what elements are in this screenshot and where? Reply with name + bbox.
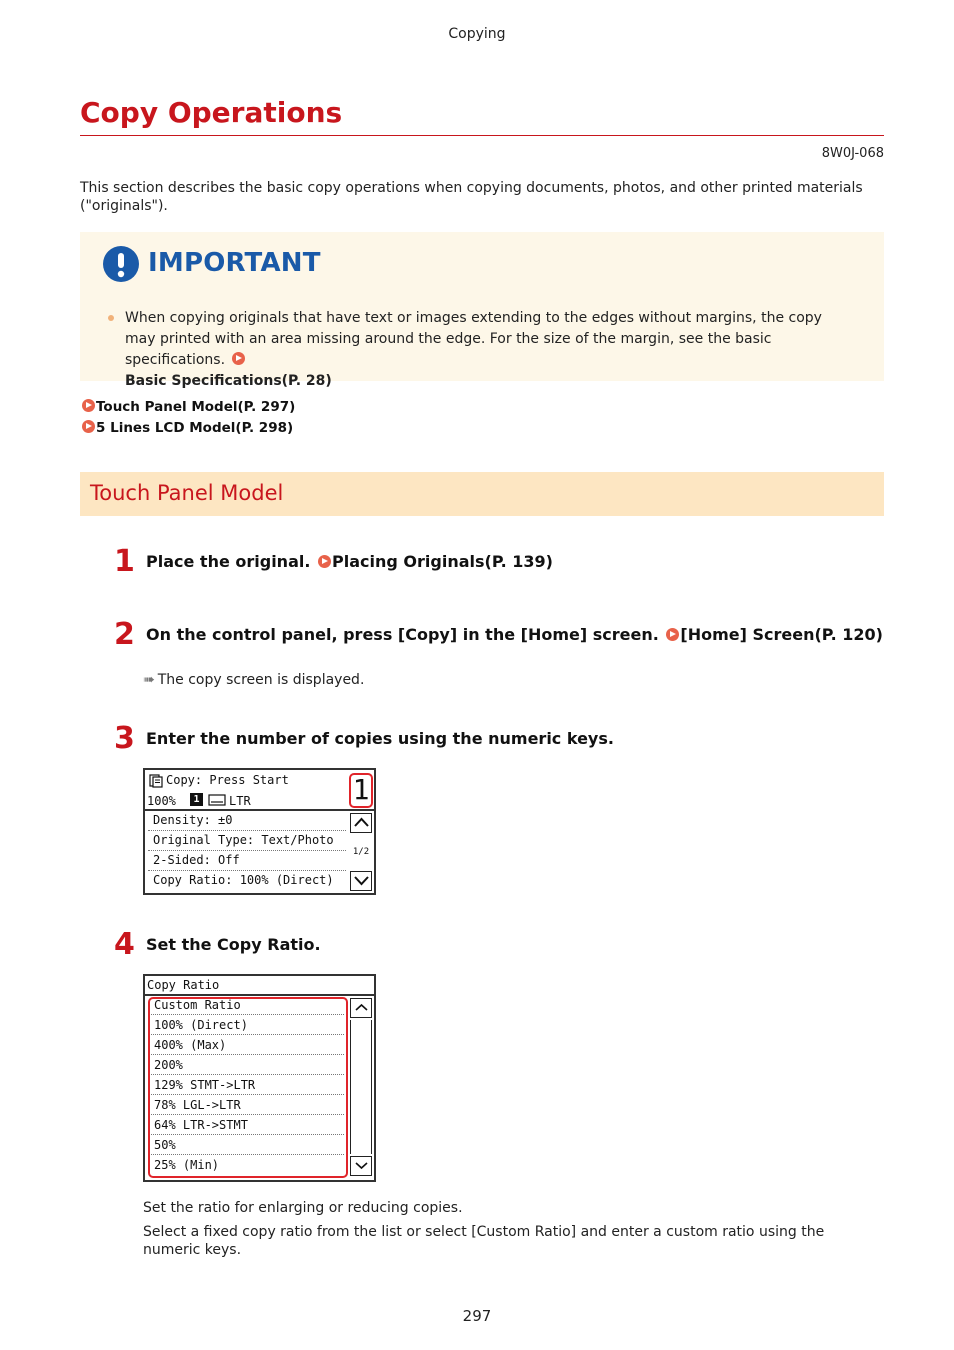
lcd-divider — [151, 1014, 344, 1015]
link-arrow-icon — [318, 555, 331, 568]
step-number: 4 — [114, 927, 135, 962]
paper-size-label: LTR — [229, 794, 251, 808]
important-body: When copying originals that have text or images extending to the edges without margins, the copy may printed with an area missing around the edge. For the size of the margin, see the basic specifications. — [125, 310, 822, 368]
link-arrow-icon — [232, 352, 245, 365]
ratio-option[interactable]: 50% — [154, 1138, 176, 1152]
scroll-down-button[interactable] — [350, 871, 372, 891]
ratio-option[interactable]: 400% (Max) — [154, 1038, 227, 1052]
home-screen-link[interactable]: [Home] Screen(P. 120) — [680, 625, 883, 644]
lcd-divider — [151, 1054, 344, 1055]
scroll-up-button[interactable] — [350, 813, 372, 833]
ratio-option[interactable]: 200% — [154, 1058, 183, 1072]
copy-screen-lcd — [143, 768, 376, 895]
step-number: 3 — [114, 721, 135, 756]
step-instruction: On the control panel, press [Copy] in the [Home] screen. — [146, 625, 659, 644]
lcd-title: Copy Ratio — [147, 978, 220, 992]
step-4-text: Set the Copy Ratio. — [146, 935, 321, 954]
ratio-option[interactable]: 129% STMT->LTR — [154, 1078, 256, 1092]
exclamation-icon — [103, 246, 139, 282]
page-title: Copy Operations — [80, 96, 343, 129]
ratio-option[interactable]: 25% (Min) — [154, 1158, 220, 1172]
lcd-divider — [151, 1154, 344, 1155]
page-number: 297 — [462, 1307, 492, 1325]
scroll-down-button[interactable] — [350, 1156, 372, 1176]
page-indicator: 1/2 — [352, 847, 370, 857]
scroll-up-button[interactable] — [350, 998, 372, 1018]
lcd-divider — [151, 1034, 344, 1035]
lcd-divider — [151, 1134, 344, 1135]
lcd-divider — [151, 1074, 344, 1075]
ratio-option[interactable]: 64% LTR->STMT — [154, 1118, 248, 1132]
link-arrow-icon — [82, 399, 95, 412]
intro-paragraph: This section describes the basic copy operations when copying documents, photos, and other printed materials ("originals"). — [80, 180, 863, 214]
bullet-icon — [108, 315, 114, 321]
step-3-text: Enter the number of copies using the numeric keys. — [146, 729, 614, 748]
step-4-description: Set the ratio for enlarging or reducing copies. — [143, 1200, 463, 1216]
chevron-down-icon — [352, 872, 371, 889]
step-result — [143, 672, 364, 688]
touch-panel-model-link[interactable] — [80, 399, 295, 415]
result-arrow-icon: ➠ — [143, 672, 155, 688]
ratio-option[interactable]: 100% (Direct) — [154, 1018, 248, 1032]
lcd-divider — [151, 1114, 344, 1115]
link-label: 5 Lines LCD Model(P. 298) — [96, 420, 294, 436]
step-number: 1 — [114, 544, 135, 579]
link-arrow-icon — [666, 628, 679, 641]
lcd-divider — [145, 809, 374, 811]
copy-ratio-status: 100% — [147, 794, 176, 808]
step-2-text — [146, 625, 883, 644]
document-id: 8W0J-068 — [821, 146, 884, 161]
running-header: Copying — [448, 26, 506, 42]
important-text — [125, 308, 850, 392]
title-divider — [80, 135, 884, 136]
link-label: Touch Panel Model(P. 297) — [96, 399, 296, 415]
placing-originals-link[interactable]: Placing Originals(P. 139) — [332, 552, 553, 571]
step-1-text — [146, 552, 553, 571]
lcd-title: Copy: Press Start — [166, 773, 289, 787]
paper-tray-icon: 1 — [190, 793, 203, 806]
lcd-menu-item[interactable]: Density: ±0 — [153, 813, 233, 827]
lcd-divider — [148, 870, 346, 871]
scrollbar-track[interactable] — [350, 1020, 372, 1154]
lcd-menu-item[interactable]: Original Type: Text/Photo — [153, 833, 334, 847]
lcd-menu-item[interactable]: Copy Ratio: 100% (Direct) — [153, 873, 334, 887]
copies-count[interactable]: 1 — [352, 773, 370, 806]
chevron-down-icon — [352, 1157, 371, 1174]
chevron-up-icon — [352, 999, 371, 1016]
paper-size-icon — [208, 794, 226, 806]
result-text: The copy screen is displayed. — [157, 672, 365, 688]
step-number: 2 — [114, 617, 135, 652]
basic-specifications-link[interactable]: Basic Specifications(P. 28) — [125, 373, 332, 389]
chevron-up-icon — [352, 814, 371, 831]
copy-ratio-lcd — [143, 974, 376, 1182]
ratio-option[interactable]: Custom Ratio — [154, 998, 241, 1012]
lcd-divider — [148, 850, 346, 851]
section-title: Touch Panel Model — [90, 481, 284, 505]
lcd-divider — [151, 1094, 344, 1095]
step-4-description: Select a fixed copy ratio from the list or select [Custom Ratio] and enter a custom ratio using the numeric keys. — [143, 1224, 825, 1258]
ratio-option[interactable]: 78% LGL->LTR — [154, 1098, 241, 1112]
step-instruction: Place the original. — [146, 552, 311, 571]
lcd-divider — [145, 994, 374, 996]
link-arrow-icon — [82, 420, 95, 433]
copy-icon — [149, 774, 163, 788]
important-label: IMPORTANT — [148, 248, 321, 278]
lcd-menu-item[interactable]: 2-Sided: Off — [153, 853, 240, 867]
lcd-divider — [148, 830, 346, 831]
5-lines-lcd-model-link[interactable] — [80, 420, 293, 436]
